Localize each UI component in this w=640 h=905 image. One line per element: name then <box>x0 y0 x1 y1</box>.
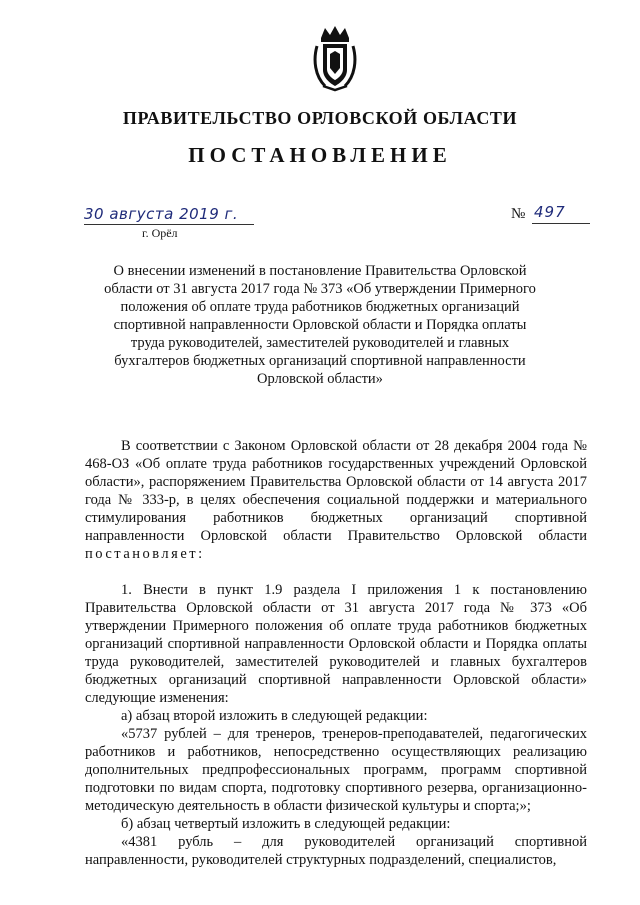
intro-text: В соответствии с Законом Орловской области от 28 декабря 2004 года № 468-ОЗ «Об оплате труда работников государственных учреждений Орловской области», распоряжением Правительства Орловской области от 14 августа 2017 года № 333-р, в целях обеспечения социальной поддержки и материального стимулирования работников бюджетных организаций спортивной направленности Орловской области Правительство Орловской области <box>85 438 587 544</box>
item-1-a: а) абзац второй изложить в следующей редакции: <box>121 708 428 724</box>
number-label: № <box>511 206 526 222</box>
decree-date: 30 августа 2019 г. <box>84 205 239 223</box>
document-type: ПОСТАНОВЛЕНИЕ <box>188 143 452 167</box>
intro-paragraph <box>85 437 587 563</box>
decree-body <box>85 437 587 869</box>
number-underline <box>532 223 590 224</box>
item-1: 1. Внести в пункт 1.9 раздела I приложения 1 к постановлению Правительства Орловской области от 31 августа 2017 года № 373 «Об утверждении Примерного положения об оплате труда работников бюджетных организаций спортивной направленности Орловской области и Порядка оплаты труда руководителей, заместителей руководителей и главных бухгалтеров бюджетных организаций спортивной направленности Орловской области» следующие изменения: <box>85 582 587 706</box>
government-name: ПРАВИТЕЛЬСТВО ОРЛОВСКОЙ ОБЛАСТИ <box>122 108 518 128</box>
item-1-b: б) абзац четвертый изложить в следующей редакции: <box>121 816 451 832</box>
item-1-b-text: «4381 рубль – для руководителей организаций спортивной направленности, руководителей структурных подразделений, специалистов, <box>85 834 587 868</box>
coat-of-arms-icon <box>313 24 357 92</box>
city: г. Орёл <box>142 226 178 240</box>
date-underline <box>84 224 254 225</box>
decree-title: О внесении изменений в постановление Правительства Орловской области от 31 августа 2017 года № 373 «Об утверждении Примерного положения об оплате труда работников бюджетных организаций спортивной направленности Орловской области и Порядка оплаты труда руководителей, заместителей руководителей и главных бухгалтеров бюджетных организаций спортивной направленности Орловской области» <box>104 263 536 387</box>
item-1-a-text: «5737 рублей – для тренеров, тренеров-преподавателей, педагогических работников и работников, непосредственно осуществляющих реализацию дополнительных предпрофессиональных программ, программ спортивной подготовки по видам спорта, подготовку спортивного резерва, организационно-методическую деятельность в области физической культуры и спорта;»; <box>85 726 587 814</box>
decree-number: 497 <box>534 203 566 221</box>
decree-word: постановляет: <box>85 546 205 562</box>
